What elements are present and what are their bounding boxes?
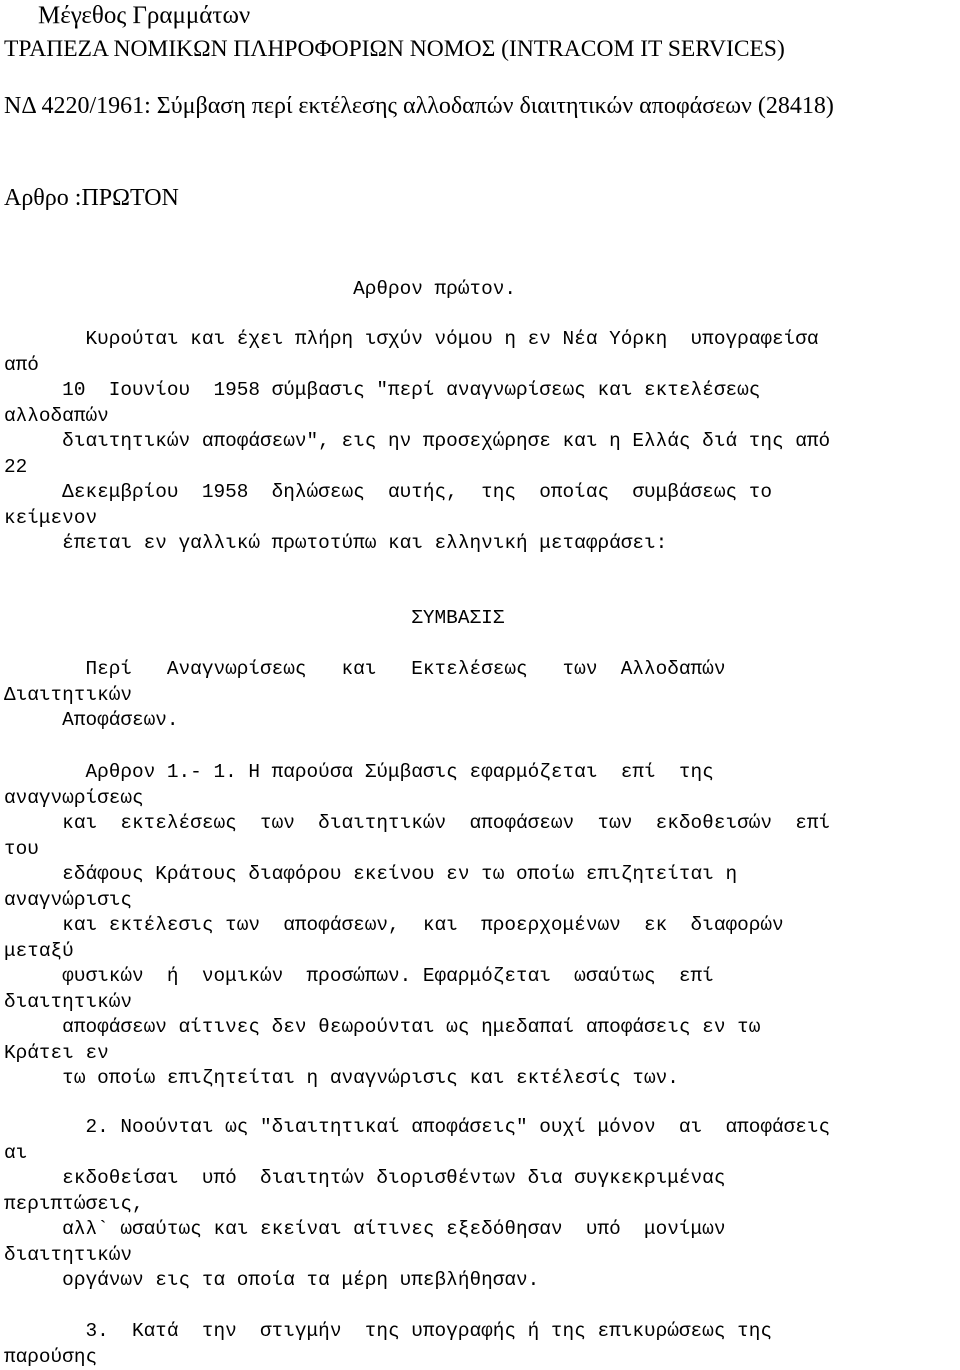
body-line: και εκτέλεσις των αποφάσεων, και προερχομένων εκ διαφορών (4, 914, 784, 936)
convention-subtitle (4, 657, 725, 734)
body-line: από (4, 353, 39, 376)
body-line: ΣΥΜΒΑΣΙΣ (4, 607, 505, 629)
law-title: ΝΔ 4220/1961: Σύμβαση περί εκτέλεσης αλλοδαπών διαιτητικών αποφάσεων (28418) (4, 93, 834, 119)
body-line: Περί Αναγνωρίσεως και Εκτελέσεως των Αλλοδαπών (4, 658, 726, 680)
body-line: αι (4, 1141, 28, 1164)
body-line: φυσικών ή νομικών προσώπων. Εφαρμόζεται ωσαύτως επί (4, 965, 714, 987)
body-line: αναγνωρίσεως (4, 786, 144, 809)
body-line: αλλοδαπών (4, 404, 109, 427)
body-line: του (4, 837, 39, 860)
body-line: διαιτητικών αποφάσεων", εις ην προσεχώρησε και η Ελλάς διά της από (4, 430, 831, 452)
body-line: μεταξύ (4, 939, 74, 962)
body-line: 3. Κατά την στιγμήν της υπογραφής ή της επικυρώσεως της (4, 1320, 772, 1342)
body-line: εδάφους Κράτους διαφόρου εκείνου εν τω οποίω επιζητείται η (4, 863, 738, 885)
body-line: τω οποίω επιζητείται η αναγνώρισις και εκτέλεσίς των. (4, 1067, 679, 1089)
body-line: αναγνώρισις (4, 888, 132, 911)
convention-heading (4, 606, 504, 632)
body-line: περιπτώσεις, (4, 1192, 144, 1215)
article-1-paragraph-1 (4, 760, 830, 1092)
body-line: κείμενον (4, 506, 98, 529)
body-line: εκδοθείσαι υπό διαιτητών διορισθέντων δια συγκεκριμένας (4, 1167, 726, 1189)
body-line: και εκτελέσεως των διαιτητικών αποφάσεων των εκδοθεισών επί (4, 812, 831, 834)
body-line: Αποφάσεων. (4, 709, 179, 731)
article-1-paragraph-2 (4, 1115, 830, 1294)
body-line: αποφάσεων αίτινες δεν θεωρούνται ως ημεδαπαί αποφάσεις εν τω (4, 1016, 761, 1038)
body-line: Δεκεμβρίου 1958 δηλώσεως αυτής, της οποίας συμβάσεως το (4, 481, 772, 503)
body-line: Διαιτητικών (4, 683, 132, 706)
body-line: διαιτητικών (4, 1243, 132, 1266)
body-line: οργάνων εις τα οποία τα μέρη υπεβλήθησαν. (4, 1269, 540, 1291)
body-line: διαιτητικών (4, 990, 132, 1013)
body-line: παρούσης (4, 1345, 98, 1368)
article-1-paragraph-3 (4, 1319, 772, 1370)
body-line: 10 Ιουνίου 1958 σύμβασις "περί αναγνωρίσεως και εκτελέσεως (4, 379, 761, 401)
body-line: έπεται εν γαλλικώ πρωτοτύπω και ελληνική μεταφράσει: (4, 532, 668, 554)
body-line: Κυρούται και έχει πλήρη ισχύν νόμου η εν Νέα Υόρκη υπογραφείσα (4, 328, 819, 350)
article-caption (4, 277, 516, 303)
body-line: 2. Νοούνται ως "διαιτητικαί αποφάσεις" ουχί μόνον αι αποφάσεις (4, 1116, 831, 1138)
body-line: Κράτει εν (4, 1041, 109, 1064)
site-title: ΤΡΑΠΕΖΑ ΝΟΜΙΚΩΝ ΠΛΗΡΟΦΟΡΙΩΝ ΝΟΜΟΣ (INTRACOM IT SERVICES) (4, 36, 785, 62)
font-size-link[interactable]: Μέγεθος Γραμμάτων (38, 2, 251, 29)
ratification-paragraph (4, 327, 830, 557)
article-heading: Αρθρο :ΠΡΩΤΟΝ (4, 185, 179, 211)
body-line: Αρθρον πρώτον. (4, 278, 516, 300)
body-line: αλλ` ωσαύτως και εκείναι αίτινες εξεδόθησαν υπό μονίμων (4, 1218, 726, 1240)
body-line: Αρθρον 1.- 1. Η παρούσα Σύμβασις εφαρμόζεται επί της (4, 761, 714, 783)
body-line: 22 (4, 455, 28, 478)
